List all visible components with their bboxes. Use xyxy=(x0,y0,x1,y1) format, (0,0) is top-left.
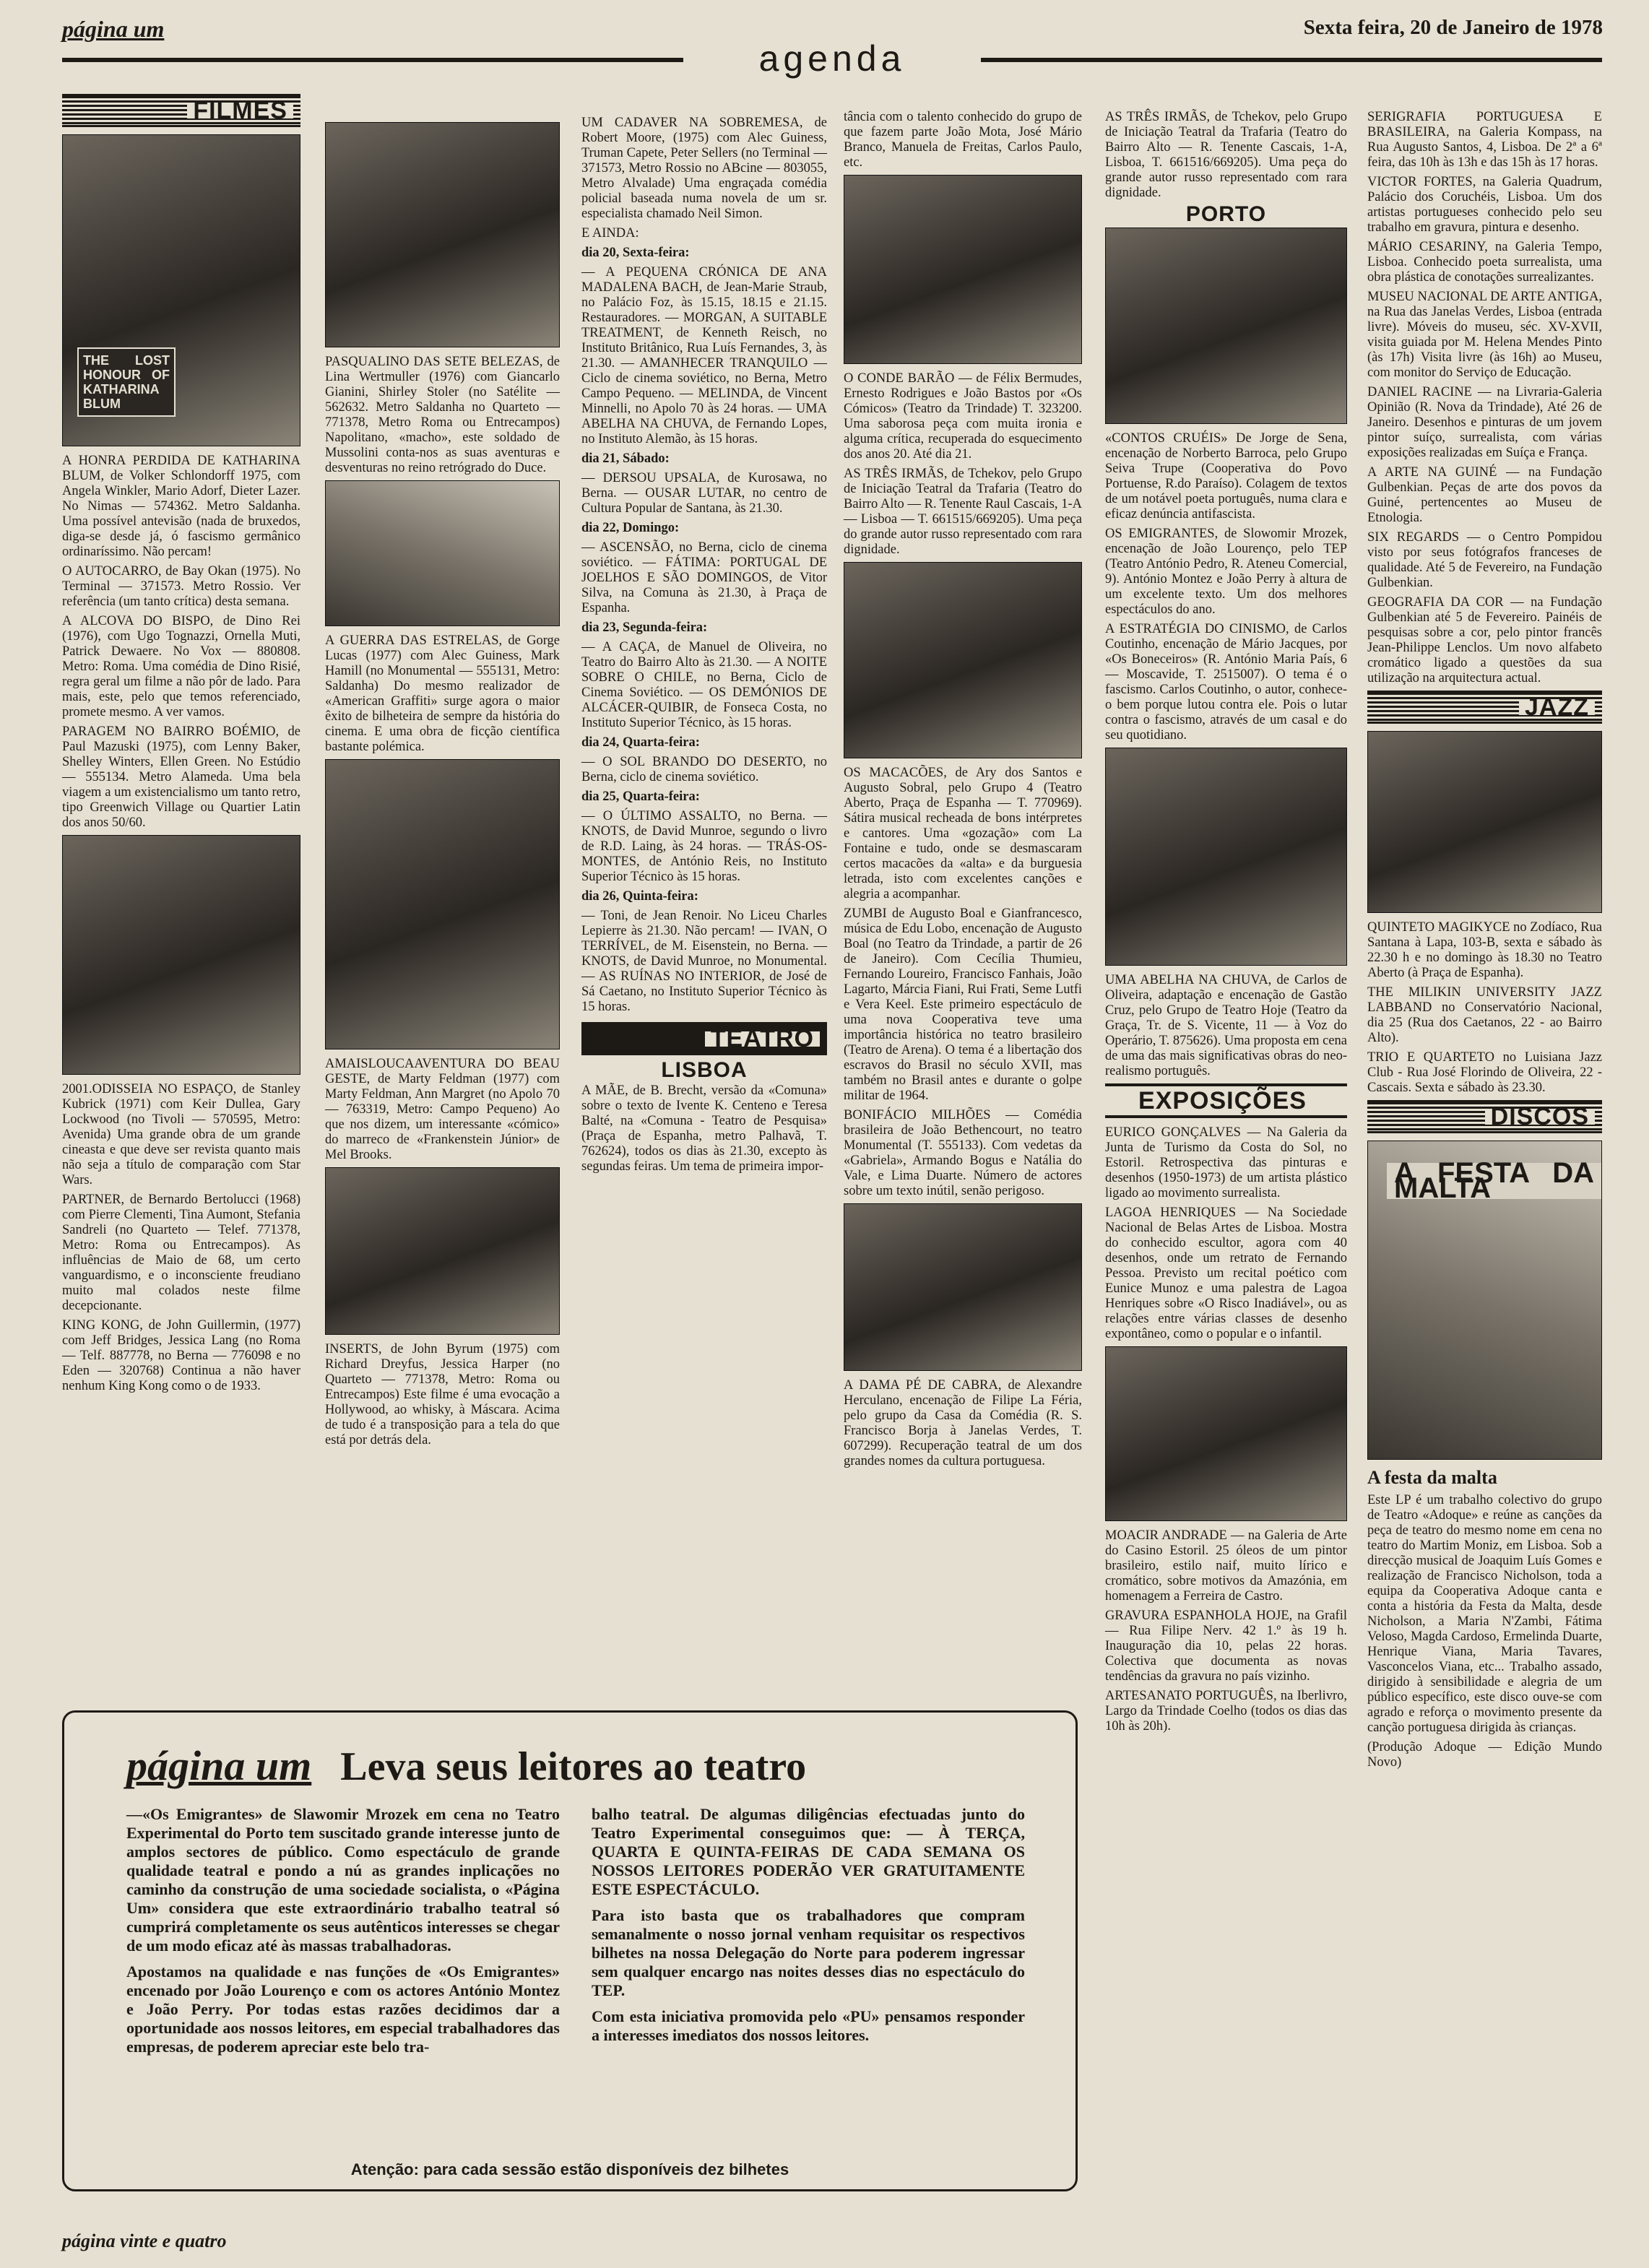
theatre-scene-image xyxy=(1105,748,1347,966)
film-still-image xyxy=(325,480,560,626)
theatre-item: BONIFÁCIO MILHÕES — Comédia brasileira de João Bethencourt, no teatro Monumental (T. 555133). Com vedetas da «Gabriela», Armando Bogus e Natália do Vale, e Lima Duarte. Número de actores sobre um texto inútil, senão perigoso. xyxy=(844,1108,1082,1198)
column-exposicoes-jazz-discos xyxy=(1367,110,1602,1775)
theatre-item: OS MACACÕES, de Ary dos Santos e Augusto Sobral, pelo Grupo 4 (Teatro Aberto, Praça de Espanha — T. 770969). Sátira musical recheada de bons intérpretes e cantores. Uma «gozação» com La Fontaine e tudo, onde se desmascaram certos macacões da «alta» e da burguesia letrada, isto com excelentes canções e alegria a acompanhar. xyxy=(844,766,1082,901)
discos-heading: DISCOS xyxy=(1367,1100,1602,1133)
album-cover-title: A FESTA DA MALTA xyxy=(1387,1163,1601,1199)
theatre-scene-image xyxy=(844,1203,1082,1371)
theatre-item: «CONTOS CRUÉIS» De Jorge de Sena, encenação de Norberto Barroca, pelo Grupo Seiva Trupe (Cooperativa do Povo Portuense, R.do Paraíso). Colagem de textos de um notável poeta português, numa clara e eficaz denúncia antifascista. xyxy=(1105,431,1347,521)
day-listing: — A CAÇA, de Manuel de Oliveira, no Teatro do Bairro Alto às 21.30. — A NOITE SOBRE O CHILE, no Berna, Ciclo de Cinema Soviético. — OS DEMÓNIOS DE ALCÁCER-QUIBIR, de Fonseca Costa, no Instituto Superior Técnico, às 15 horas. xyxy=(581,640,827,730)
column-cinema-listings xyxy=(581,116,827,1179)
film-item: INSERTS, de John Byrum (1975) com Richard Dreyfus, Jessica Harper (no Quarteto — 771378, Metro: Roma ou Entrecampos) Este filme é uma evocação a Hollywood, ao whisky, à Máscara. Acima de tudo é a transposição para a tela do que está por detrás dela. xyxy=(325,1342,560,1447)
porto-subheading: PORTO xyxy=(1185,202,1267,226)
day-listing: — O SOL BRANDO DO DESERTO, no Berna, ciclo de cinema soviético. xyxy=(581,755,827,784)
film-item: A HONRA PERDIDA DE KATHARINA BLUM, de Volker Schlondorff 1975, com Angela Winkler, Mario Adorf, Dieter Lazer. No Nimas — 574362. Metro Saldanha. Uma possível antevisão (nada de bruxedos, diga-se desde já, ó fascismo germânico ordinaríssimo. Não percam! xyxy=(62,454,300,559)
day-label: dia 22, Domingo: xyxy=(581,521,680,535)
section-banner xyxy=(62,38,1602,79)
theatre-item: AS TRÊS IRMÃS, de Tchekov, pelo Grupo de Iniciação Teatral da Trafaria (Teatro do Bairro Alto — R. Tenente Raul Cascais, 1-A — Lisboa — T. 661515/669205). Uma peça do grande autor russo representado com rara dignidade. xyxy=(844,467,1082,557)
jazz-item: THE MILIKIN UNIVERSITY JAZZ LABBAND no Conservatório Nacional, dia 25 (Rua dos Caetanos, 22 - ao Bairro Alto). xyxy=(1367,985,1602,1045)
film-item: A GUERRA DAS ESTRELAS, de Gorge Lucas (1977) com Alec Guiness, Mark Hamill (no Monumental — 555131, Metro: Saldanha) Do mesmo realizador de «American Graffiti» surge agora o maior êxito de bilheteira de sempre da história do cinema. E uma obra de ficção científica bastante polémica. xyxy=(325,633,560,754)
section-title: agenda xyxy=(749,38,916,79)
listing-intro: E AINDA: xyxy=(581,226,639,241)
exhibition-item: EURICO GONÇALVES — Na Galeria da Junta de Turismo da Costa do Sol, no Estoril. Retrospectiva das pinturas e desenhos (1950-1973) de um artista plástico ligado ao movimento surrealista. xyxy=(1105,1125,1347,1200)
day-listing: — O ÚLTIMO ASSALTO, no Berna. — KNOTS, de David Munroe, segundo o livro de R.D. Laing, às 24 horas. — TRÁS-OS-MONTES, de António Reis, no Instituto Superior Técnico às 15 horas. xyxy=(581,809,827,884)
theatre-item: O CONDE BARÃO — de Félix Bermudes, Ernesto Rodrigues e João Bastos por «Os Cómicos» (Teatro da Trindade) T. 323200. Uma saborosa peça com muita ironia e alguma crítica, recuperada do esquecimento dos anos 20. Até dia 21. xyxy=(844,371,1082,462)
jazz-item: TRIO E QUARTETO no Luisiana Jazz Club - Rua José Florindo de Oliveira, 22 - Cascais. Sexta e sábado às 23.30. xyxy=(1367,1050,1602,1095)
film-item: PARAGEM NO BAIRRO BOÉMIO, de Paul Mazuski (1975), com Lenny Baker, Shelley Winters, Ellen Green. No Estúdio — 555134. Metro Alameda. Uma bela viagem a um existencialismo um tanto retro, tipo Greenwich Village ou Quartier Latin dos anos 50/60. xyxy=(62,724,300,830)
day-listing: — ASCENSÃO, no Berna, ciclo de cinema soviético. — FÁTIMA: PORTUGAL DE JOELHOS E SÃO DOMINGOS, de Vitor Silva, na Comuna às 21.30, à Praça de Espanha. xyxy=(581,540,827,615)
day-label: dia 26, Quinta-feira: xyxy=(581,889,698,904)
theatre-item: A DAMA PÉ DE CABRA, de Alexandre Herculano, encenação de Filipe La Féria, pelo grupo da Casa da Comédia (R. S. Francisco Borja à Janelas Verdes, T. 607299). Recuperação teatral de um dos grandes nomes da cultura portuguesa. xyxy=(844,1378,1082,1468)
promo-box xyxy=(62,1710,1078,2191)
exhibition-item: MUSEU NACIONAL DE ARTE ANTIGA, na Rua das Janelas Verdes, Lisboa (entrada livre). Móveis do museu, séc. XV-XVII, visita guiada por M. Helena Mendes Pinto (às 17h) Visita livre (às 16h) ao Museu, com monitor do Serviço de Educação. xyxy=(1367,290,1602,380)
album-cover-image xyxy=(1367,1141,1602,1460)
page-number: página vinte e quatro xyxy=(62,2230,227,2251)
day-label: dia 20, Sexta-feira: xyxy=(581,246,690,260)
film-still-image xyxy=(325,1167,560,1335)
lisboa-subheading: LISBOA xyxy=(661,1058,748,1082)
disco-text: Este LP é um trabalho colectivo do grupo de Teatro «Adoque» e reúne as canções da peça de teatro do mesmo nome em cena no teatro do Martim Moniz, em Lisboa. Sob a direcção musical de Joaquim Luís Gomes e realização de Francisco Nicholson, toda a equipa da Cooperativa Adoque canta e conta a história da Festa da Malta, desde Nicholson, a Maria N'Zambi, Fátima Veloso, Magda Cardoso, Ermelinda Duarte, Henrique Viana, Maria Tavares, Vasconcelos Viana, etc... Trabalho assado, dirigido à sensibilidade e alegria de um público específico, este disco ouve-se com agrado e reforça o movimento presente da canção portuguesa dirigida às crianças. xyxy=(1367,1493,1602,1735)
film-item: O AUTOCARRO, de Bay Okan (1975). No Terminal — 371573. Metro Rossio. Ver referência (um tanto crítica) desta semana. xyxy=(62,564,300,609)
filmes-heading: FILMES xyxy=(62,94,300,127)
jazz-heading: JAZZ xyxy=(1367,691,1602,724)
exhibition-item: SIX REGARDS — o Centro Pompidou visto por seus fotógrafos franceses de qualidade. Até 5 de Fevereiro, na Fundação Gulbenkian. xyxy=(1367,530,1602,590)
theatre-item: tância com o talento conhecido do grupo de que fazem parte João Mota, José Mário Branco, Manuela de Freitas, Carlos Paulo, etc. xyxy=(844,110,1082,170)
teatro-heading: TEATRO xyxy=(581,1022,827,1055)
film-item: AMAISLOUCAAVENTURA DO BEAU GESTE, de Marty Feldman (1977) com Marty Feldman, Ann Margret (no Apolo 70 — 763319, Metro: Campo Pequeno) Ao que nos dizem, um interessante «cómico» do marreco de «Frankenstein Júnior» de Mel Brooks. xyxy=(325,1057,560,1162)
film-portrait-image xyxy=(325,759,560,1049)
theatre-stage-image xyxy=(1105,228,1347,424)
exhibition-item: ARTESANATO PORTUGUÊS, na Iberlivro, Largo da Trindade Coelho (todos os dias das 10h às 20h). xyxy=(1105,1689,1347,1734)
column-porto-exposicoes xyxy=(1105,110,1347,1739)
promo-right-column xyxy=(592,1805,1025,2052)
promo-note: Atenção: para cada sessão estão disponíveis dez bilhetes xyxy=(350,2160,789,2178)
day-label: dia 23, Segunda-feira: xyxy=(581,620,708,635)
column-teatro-lisboa xyxy=(844,110,1082,1473)
theatre-cast-image xyxy=(844,562,1082,758)
column-filmes-2 xyxy=(325,119,560,1453)
exposicoes-heading: EXPOSIÇÕES xyxy=(1105,1083,1347,1118)
film-item: KING KONG, de John Guillermin, (1977) com Jeff Bridges, Jessica Lang (no Roma — Telf. 887778, no Berna — 776098 e no Eden — 320768) Continua a não haver nenhum King Kong como o de 1933. xyxy=(62,1318,300,1393)
newspaper-logo: página um xyxy=(62,16,165,42)
disco-title: A festa da malta xyxy=(1367,1467,1497,1488)
poster-title: THE LOST HONOUR OF KATHARINA BLUM xyxy=(77,347,176,417)
film-item: UM CADAVER NA SOBREMESA, de Robert Moore, (1975) com Alec Guiness, Truman Capete, Peter Sellers (no Terminal — 371573, Metro Rossio no ABcine — 803055, Metro Alvalade) Uma engraçada comédia policial baseada numa novela de um sr. especialista chamado Neil Simon. xyxy=(581,116,827,221)
exhibition-item: VICTOR FORTES, na Galeria Quadrum, Palácio dos Coruchéis, Lisboa. Um dos artistas portugueses conhecido pelo seu trabalho em gravura, pintura e desenho. xyxy=(1367,175,1602,235)
exhibition-item: GEOGRAFIA DA COR — na Fundação Gulbenkian até 5 de Fevereiro. Painéis de pesquisas sobre a cor, pelo pintor francês Jean-Philippe Lenclos. Um novo alfabeto cromático ligado a questões da sua utilização na arquitectura actual. xyxy=(1367,595,1602,685)
promo-left-column xyxy=(126,1805,560,2064)
column-filmes xyxy=(62,94,300,1398)
theatre-item: A MÃE, de B. Brecht, versão da «Comuna» sobre o texto de Ivente K. Centeno e Teresa Balté, na «Comuna - Teatro de Pesquisa» (Praça de Espanha, metro Palhavã, T. 762624), todos os dias às 21.30, excepto às segundas feiras. Um tema de primeira impor- xyxy=(581,1083,827,1174)
theatre-item: A ESTRATÉGIA DO CINISMO, de Carlos Coutinho, encenação de Mário Jacques, por «Os Boneceiros» (R. António Maria País, 6 — Moscavide, T. 2515007). O tema é o fascismo. Carlos Coutinho, o autor, conhece-o bem porque lutou contra ele. Pois o lutar contra o fascismo, através de um casal e do seu quotidiano. xyxy=(1105,622,1347,743)
exhibition-item: DANIEL RACINE — na Livraria-Galeria Opinião (R. Nova da Trindade), Até 26 de Janeiro. Desenhos e pinturas de um jovem pintor suíço, surrealista, com várias exposições realizadas em Suíça e França. xyxy=(1367,385,1602,460)
day-label: dia 25, Quarta-feira: xyxy=(581,789,700,804)
exhibition-item: LAGOA HENRIQUES — Na Sociedade Nacional de Belas Artes de Lisboa. Mostra do conhecido escultor, agora com 40 desenhos, onde um retrato de Fernando Pessoa. Previsto um recital poético com Eunice Munoz e uma palestra de Lagoa Henriques sobre «O Risco Inadiável», ou as relações entre várias classes de desenho expontâneo, como o popular e o infantil. xyxy=(1105,1206,1347,1341)
film-item: PARTNER, de Bernardo Bertolucci (1968) com Pierre Clementi, Tina Aumont, Stefania Sandreli (no Quarteto — Telef. 771378, Metro: Roma ou Entrecampos). As influências de Maio de 68, um certo vanguardismo, e o inconsciente freudiano muito mal colados neste filme decepcionante. xyxy=(62,1193,300,1313)
promo-paragraph: Apostamos na qualidade e nas funções de «Os Emigrantes» encenado por João Lourenço e com os actores António Montez e João Perry. Por todas estas razões decidimos dar a oportunidade aos nossos leitores, em especial trabalhadores das empresas, de poderem apreciar este belo tra- xyxy=(126,1962,560,2056)
exhibition-item: MÁRIO CESARINY, na Galeria Tempo, Lisboa. Conhecido poeta surrealista, uma obra plástica de conotações surrealizantes. xyxy=(1367,240,1602,285)
day-listing: — Toni, de Jean Renoir. No Liceu Charles Lepierre às 21.30. Não percam! — IVAN, O TERRÍVEL, de M. Eisenstein, no Berna. — KNOTS, de David Munroe, no Monumental. — AS RUÍNAS NO INTERIOR, de José de Sá Caetano, no Instituto Superior Técnico às 15 horas. xyxy=(581,909,827,1014)
exhibition-item: GRAVURA ESPANHOLA HOJE, na Grafil — Rua Filipe Nerv. 42 1.º às 19 h. Inauguração dia 10, pelas 22 horas. Colectiva que documenta as novas tendências da gravura no país vizinho. xyxy=(1105,1609,1347,1684)
disco-credit: (Produção Adoque — Edição Mundo Novo) xyxy=(1367,1740,1602,1770)
promo-paragraph: —«Os Emigrantes» de Slawomir Mrozek em cena no Teatro Experimental do Porto tem suscitado grande interesse junto de amplos sectores de público. Como espectáculo de grande qualidade teatral e pondo a nú as grandes inplicações no caminho da construção de uma sociedade socialista, o «Página Um» considera que este extraordinário trabalho teatral só cumprirá completamente os seus autênticos interesses se chegar de um modo eficaz até às massas trabalhadoras. xyxy=(126,1805,560,1955)
artist-portrait-image xyxy=(1105,1346,1347,1521)
film-item: PASQUALINO DAS SETE BELEZAS, de Lina Wertmuller (1976) com Giancarlo Gianini, Shirley Stoler (no Satélite — 562632. Metro Saldanha no Quarteto — 771378, Metro Roma ou Entrecampos) Napolitano, «macho», este soldado de Mussolini conta-nos as suas aventuras e desventuras no reino retrógrado do Duce. xyxy=(325,355,560,475)
theatre-item: ZUMBI de Augusto Boal e Gianfrancesco, música de Edu Lobo, encenação de Augusto Boal (no Teatro da Trindade, a partir de 26 de Janeiro). Com Cecília Thumieu, Fernando Loureiro, Francisco Fanhais, João Lagarto, Márcia Fiani, Rui Frati, Seme Lutfi e Vera Keel. Este primeiro espectáculo de uma nova Cooperativa teve uma importância histórica no teatro brasileiro (Teatro de Arena). O tema é a libertação dos escravos do Brasil no século XVII, mas também no Brasil antes e durante o golpe militar de 1964. xyxy=(844,906,1082,1103)
film-item: A ALCOVA DO BISPO, de Dino Rei (1976), com Ugo Tognazzi, Ornella Muti, Patrick Dewaere. No Vox — 880808. Metro: Roma. Uma comédia de Dino Risié, regra geral um filme a não pôr de lado. Para mais, este, pelo que temos referenciado, promete mesmo. A ver vamos. xyxy=(62,614,300,719)
promo-title: Leva seus leitores ao teatro xyxy=(340,1744,807,1789)
exhibition-item: MOACIR ANDRADE — na Galeria de Arte do Casino Estoril. 25 óleos de um pintor brasileiro, estilo naif, muito lírico e cromático, sobre motivos da Amazónia, em homenagem a Ferreira de Castro. xyxy=(1105,1528,1347,1603)
promo-paragraph: balho teatral. De algumas diligências efectuadas junto do Teatro Experimental conseguimos que: — À TERÇA, QUARTA E QUINTA-FEIRAS DE CADA SEMANA OS NOSSOS LEITORES PODERÃO VER GRATUITAMENTE ESTE ESPECTÁCULO. xyxy=(592,1805,1025,1898)
issue-date: Sexta feira, 20 de Janeiro de 1978 xyxy=(1303,16,1603,39)
exhibition-item: SERIGRAFIA PORTUGUESA E BRASILEIRA, na Galeria Kompass, na Rua Augusto Santos, 4, Lisboa. De 2ª a 6ª feira, das 10h às 13h e das 15h às 17 horas. xyxy=(1367,110,1602,170)
day-listing: — DERSOU UPSALA, de Kurosawa, no Berna. — OUSAR LUTAR, no centro de Cultura Popular de Santana, às 21.30. xyxy=(581,471,827,516)
day-label: dia 24, Quarta-feira: xyxy=(581,735,700,750)
theatre-item: AS TRÊS IRMÃS, de Tchekov, pelo Grupo de Iniciação Teatral da Trafaria (Teatro do Bairro Alto — R. Tenente Cascais, 1-A, Lisboa, T. 661516/669205). Uma peça do grande autor russo representado com rara dignidade. xyxy=(1105,110,1347,200)
film-still-image xyxy=(62,835,300,1075)
theatre-item: UMA ABELHA NA CHUVA, de Carlos de Oliveira, adaptação e encenação de Gastão Cruz, pelo Grupo de Teatro Hoje (Teatro da Graça, Tr. de S. Vicente, 11 — à Voz do Operário, T. 875626). Uma proposta em cena de uma das mais significativas obras do neo-realismo português. xyxy=(1105,973,1347,1078)
jazz-item: QUINTETO MAGIKYCE no Zodíaco, Rua Santana à Lapa, 103-B, sexta e sábado às 22.30 h e no domingo às 18.30 no Teatro Aberto (à Praça de Espanha). xyxy=(1367,920,1602,980)
film-item: 2001.ODISSEIA NO ESPAÇO, de Stanley Kubrick (1971) com Keir Dullea, Gary Lockwood (no Tivoli — 570595, Metro: Avenida) Uma grande obra de um grande cineasta e que deve ser revista quanto mais não seja a título de comparação com Star Wars. xyxy=(62,1082,300,1187)
promo-header xyxy=(126,1741,1022,1790)
jazz-band-image xyxy=(1367,731,1602,913)
day-listing: — A PEQUENA CRÓNICA DE ANA MADALENA BACH, de Jean-Marie Straub, no Palácio Foz, às 15.15, 18.15 e 21.15. Restauradores. — MORGAN, A SUITABLE TREATMENT, de Kenneth Reisch, no Instituto Britânico, Rua Luís Fernandes, 3, às 21.30. — AMANHECER TRANQUILO — Ciclo de cinema soviético, no Berna, Metro Campo Pequeno. — MELINDA, de Vincent Minnelli, no Apolo 70 às 24 horas. — UMA ABELHA NA CHUVA, de Fernando Lopes, no Instituto Alemão, às 15 horas. xyxy=(581,265,827,446)
film-poster-image xyxy=(62,134,300,446)
promo-paragraph: Com esta iniciativa promovida pelo «PU» pensamos responder a interesses imediatos dos nossos leitores. xyxy=(592,2007,1025,2044)
promo-logo: página um xyxy=(126,1742,312,1789)
theatre-item: OS EMIGRANTES, de Slowomir Mrozek, encenação de João Lourenço, pelo TEP (Teatro António Pedro, R. Ateneu Comercial, 9). António Montez e João Perry à altura de um excelente texto. Um dos melhores espectáculos do ano. xyxy=(1105,527,1347,617)
film-portrait-image xyxy=(325,122,560,347)
theatre-stage-image xyxy=(844,175,1082,364)
exhibition-item: A ARTE NA GUINÉ — na Fundação Gulbenkian. Peças de arte dos povos da Guiné, pertencentes ao Museu de Etnologia. xyxy=(1367,465,1602,525)
promo-paragraph: Para isto basta que os trabalhadores que compram semanalmente o nosso jornal venham requisitar os respectivos bilhetes na nossa Delegação do Norte para poderem ingressar sem qualquer encargo nas noites desses dias no espectáculo do TEP. xyxy=(592,1906,1025,1999)
day-label: dia 21, Sábado: xyxy=(581,451,670,466)
